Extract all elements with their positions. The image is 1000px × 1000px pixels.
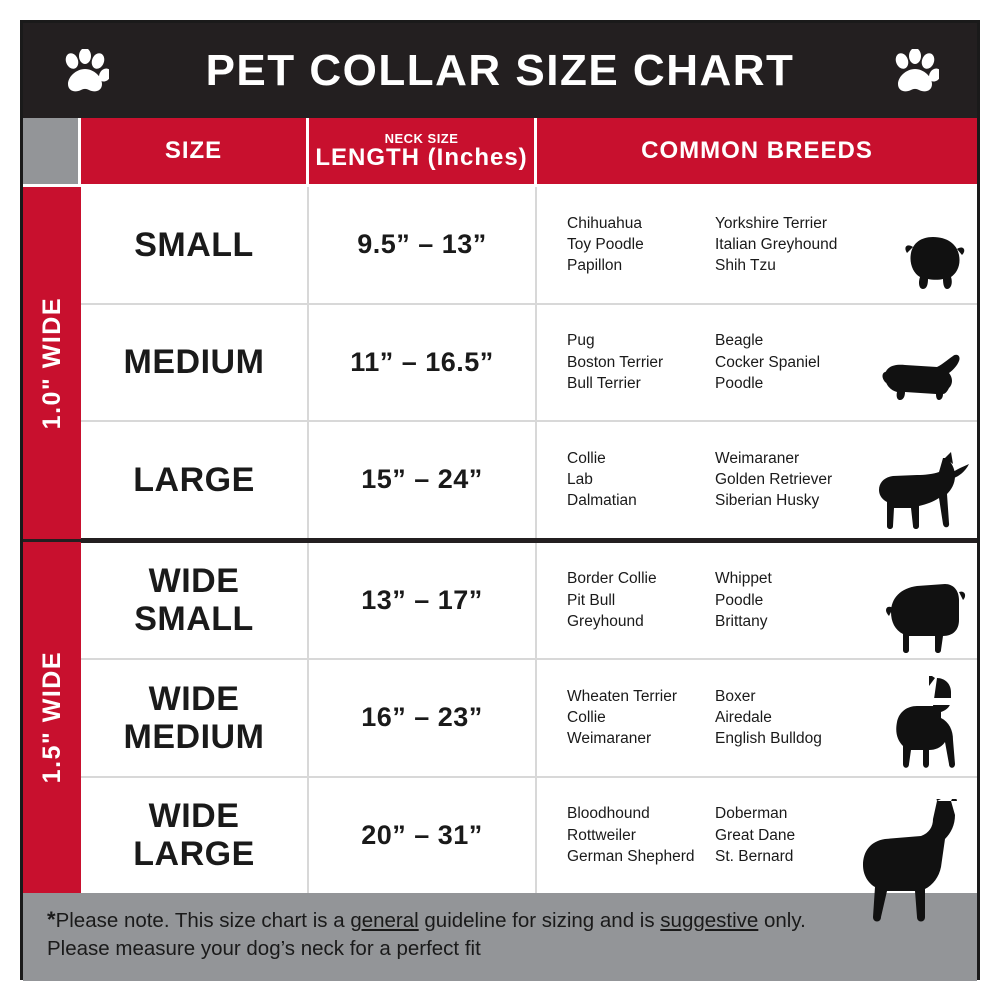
column-header-length-label: LENGTH (Inches)	[315, 144, 528, 171]
breed-item: Collie	[567, 709, 606, 727]
breed-item: St. Bernard	[715, 847, 794, 865]
breed-item: Weimaraner	[567, 730, 652, 748]
footer-text-b: guideline for sizing and is	[418, 909, 661, 932]
footer-line-2: Please measure your dog’s neck for a perfect fit	[47, 936, 481, 960]
breed-item: Weimaraner	[715, 449, 800, 467]
breed-list-2	[715, 568, 772, 632]
cell-size: LARGE	[81, 422, 309, 538]
breed-list-1	[567, 448, 715, 512]
footer-line-1	[47, 905, 953, 935]
breed-item: Toy Poodle	[567, 236, 644, 254]
breed-item: Collie	[567, 449, 606, 467]
column-header-neck-size: NECK SIZE	[384, 131, 459, 146]
breed-item: Yorkshire Terrier	[715, 214, 827, 232]
breed-item: Whippet	[715, 570, 772, 588]
table-row	[81, 187, 977, 305]
cell-length: 16” – 23”	[309, 660, 537, 776]
group-label-column	[23, 187, 81, 893]
breed-item: Poodle	[715, 591, 764, 609]
cell-breeds	[537, 660, 977, 776]
breed-item: Lab	[567, 471, 593, 489]
cell-size-line1: WIDE	[148, 797, 240, 836]
breed-item: Dalmatian	[567, 492, 637, 510]
breed-item: English Bulldog	[715, 730, 822, 748]
breed-list-1	[567, 568, 715, 632]
breed-item: Golden Retriever	[715, 471, 833, 489]
cell-size-line2: LARGE	[133, 835, 255, 874]
breed-list-1	[567, 803, 715, 867]
doberman-silhouette	[841, 799, 971, 927]
breed-list-1	[567, 686, 715, 750]
cell-breeds	[537, 187, 977, 303]
breed-item: Greyhound	[567, 612, 644, 630]
group-label-1-0-wide	[23, 187, 81, 542]
table-row	[81, 305, 977, 423]
cell-size-line1: WIDE	[148, 562, 240, 601]
cell-size	[81, 660, 309, 776]
asterisk: *	[47, 907, 56, 932]
breed-item: Brittany	[715, 612, 768, 630]
cell-size	[81, 543, 309, 659]
table-row	[81, 543, 977, 661]
cell-size-line2: SMALL	[134, 600, 254, 639]
size-chart	[20, 20, 980, 980]
cell-breeds	[537, 543, 977, 659]
breed-item: Bloodhound	[567, 805, 650, 823]
breed-item: Italian Greyhound	[715, 236, 838, 254]
shepherd-silhouette	[867, 450, 971, 536]
table-row	[81, 422, 977, 543]
breed-item: Border Collie	[567, 570, 657, 588]
footer-underline-general: general	[350, 909, 419, 932]
page-title: PET COLLAR SIZE CHART	[205, 45, 795, 95]
corner-cell	[23, 118, 81, 184]
cell-breeds	[537, 305, 977, 421]
cell-length: 13” – 17”	[309, 543, 537, 659]
breed-item: Pit Bull	[567, 591, 616, 609]
column-header-length	[309, 118, 537, 184]
table-row	[81, 660, 977, 778]
breed-list-2	[715, 803, 795, 867]
chart-header	[23, 23, 977, 118]
breed-list-2	[715, 448, 832, 512]
cell-length: 15” – 24”	[309, 422, 537, 538]
rows-container	[81, 187, 977, 893]
group-label-1-5-wide	[23, 542, 81, 894]
column-header-size: SIZE	[81, 118, 309, 184]
footer-text-c: only.	[758, 909, 806, 932]
cell-length: 9.5” – 13”	[309, 187, 537, 303]
breed-item: Boston Terrier	[567, 353, 664, 371]
breed-item: Rottweiler	[567, 826, 636, 844]
breed-item: Bull Terrier	[567, 374, 641, 392]
group-label-text: 1.5" WIDE	[37, 651, 66, 784]
cell-size	[81, 778, 309, 894]
breed-list-2	[715, 213, 837, 277]
cell-breeds	[537, 422, 977, 538]
footer-underline-suggestive: suggestive	[660, 909, 759, 932]
breed-list-2	[715, 686, 822, 750]
paw-icon	[61, 49, 109, 95]
chart-body	[23, 187, 977, 893]
breed-item: Pug	[567, 332, 595, 350]
breed-list-1	[567, 213, 715, 277]
breed-item: Airedale	[715, 709, 772, 727]
breed-list-2	[715, 330, 820, 394]
breed-item: Shih Tzu	[715, 257, 776, 275]
breed-list-1	[567, 330, 715, 394]
bulldog-silhouette	[873, 574, 971, 656]
paw-icon	[891, 49, 939, 95]
breed-item: Great Dane	[715, 826, 796, 844]
breed-item: Beagle	[715, 332, 764, 350]
cell-size: MEDIUM	[81, 305, 309, 421]
breed-item: Siberian Husky	[715, 492, 820, 510]
breed-item: German Shepherd	[567, 847, 695, 865]
table-row	[81, 778, 977, 894]
footer-text-a: Please note. This size chart is a	[55, 909, 351, 932]
dachshund-silhouette	[875, 344, 971, 412]
boxer-silhouette	[871, 676, 971, 776]
cell-size: SMALL	[81, 187, 309, 303]
footer-note	[23, 893, 977, 981]
breed-item: Poodle	[715, 374, 764, 392]
cell-length: 20” – 31”	[309, 778, 537, 894]
cell-breeds	[537, 778, 977, 894]
cell-length: 11” – 16.5”	[309, 305, 537, 421]
breed-item: Doberman	[715, 805, 788, 823]
breed-item: Papillon	[567, 257, 623, 275]
pomeranian-silhouette	[891, 231, 971, 297]
breed-item: Chihuahua	[567, 214, 642, 232]
cell-size-line2: MEDIUM	[123, 717, 265, 756]
breed-item: Cocker Spaniel	[715, 353, 821, 371]
group-label-text: 1.0" WIDE	[37, 296, 66, 429]
column-header-breeds: COMMON BREEDS	[537, 118, 977, 184]
cell-size-line1: WIDE	[148, 679, 240, 718]
column-header-row	[23, 118, 977, 187]
breed-item: Boxer	[715, 687, 756, 705]
breed-item: Wheaten Terrier	[567, 687, 677, 705]
